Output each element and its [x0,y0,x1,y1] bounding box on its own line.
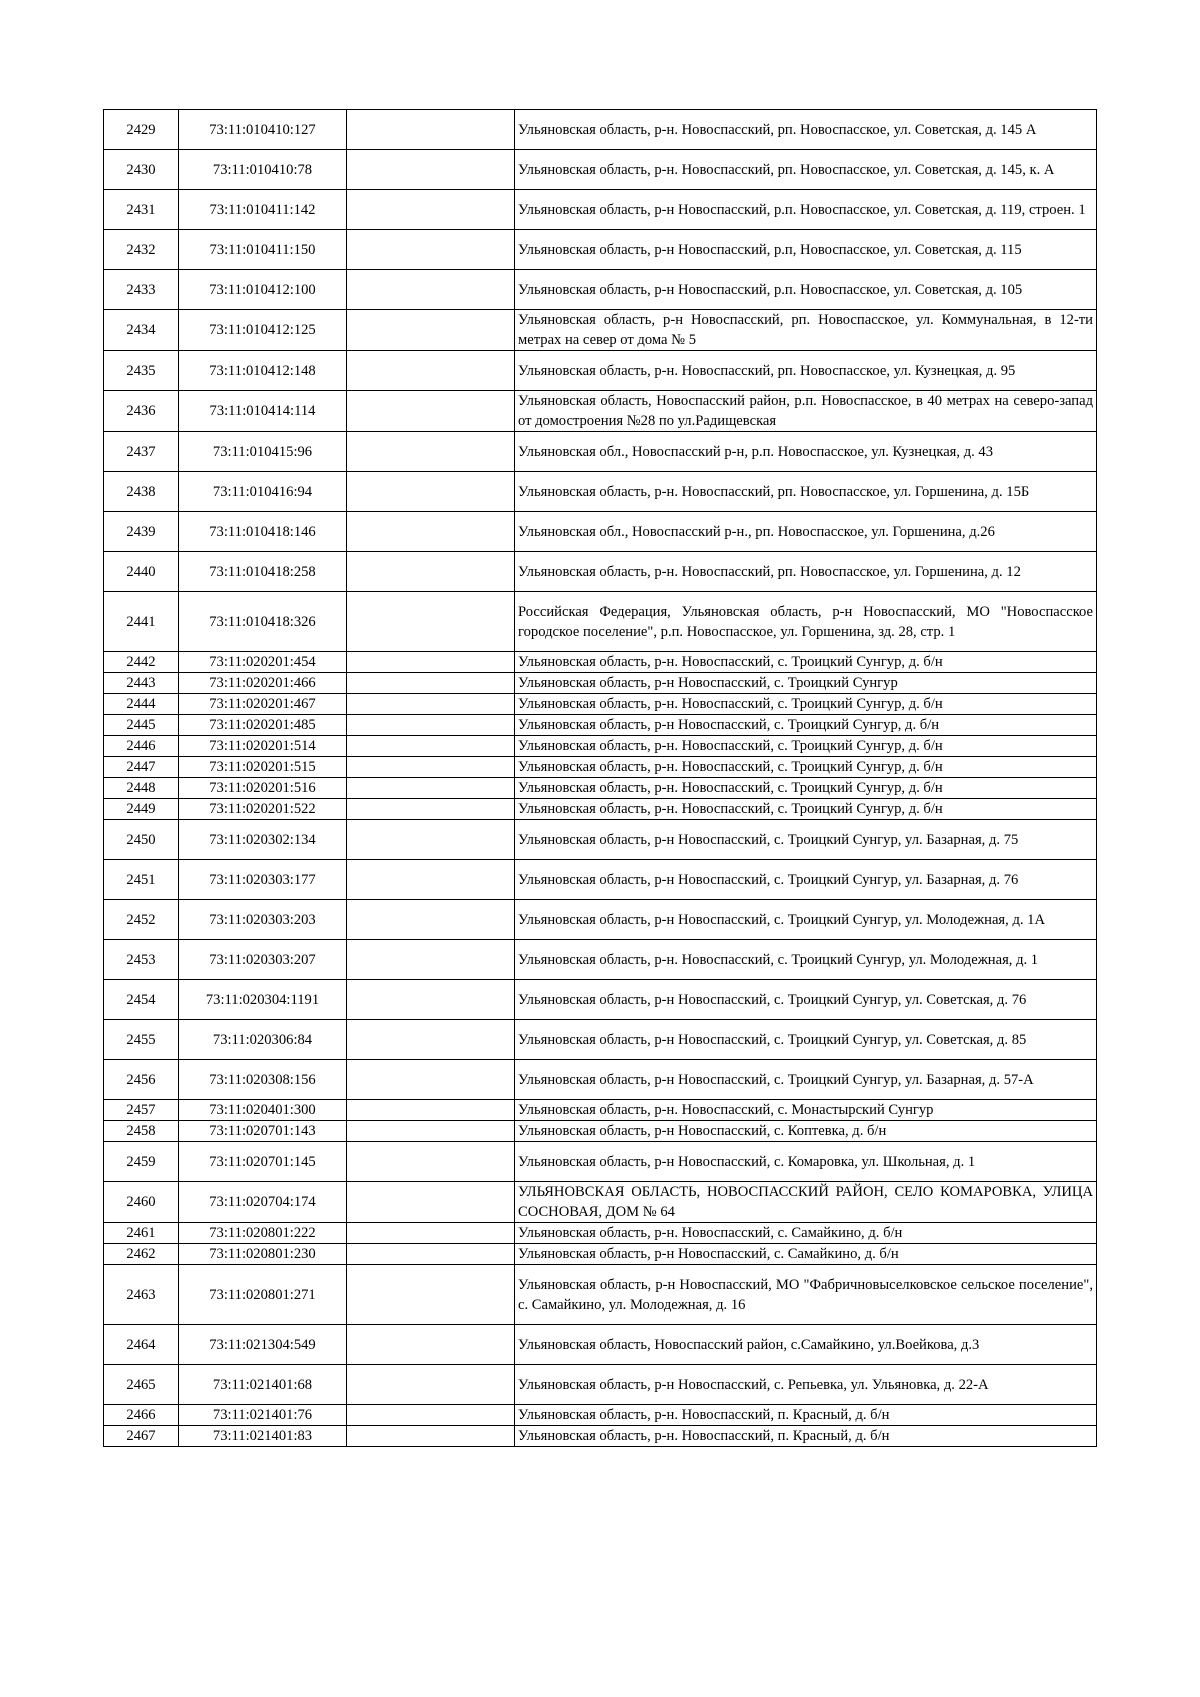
address-cell: Ульяновская область, р-н. Новоспасский, с. Монастырский Сунгур [515,1100,1097,1121]
row-number: 2436 [104,391,179,432]
row-number: 2441 [104,592,179,652]
table-row [104,1325,1097,1365]
cadastral-number: 73:11:021401:76 [179,1405,347,1426]
table-row [104,552,1097,592]
row-number: 2437 [104,432,179,472]
table-row [104,1121,1097,1142]
address-cell: Ульяновская область, р-н. Новоспасский, рп. Новоспасское, ул. Горшенина, д. 12 [515,552,1097,592]
address-cell: Ульяновская область, р-н Новоспасский, с. Троицкий Сунгур, д. б/н [515,715,1097,736]
table-row [104,736,1097,757]
row-number: 2465 [104,1365,179,1405]
address-cell: Ульяновская область, р-н Новоспасский, с. Самайкино, д. б/н [515,1244,1097,1265]
empty-cell [347,1365,515,1405]
address-cell: Ульяновская область, р-н Новоспасский, р.п. Новоспасское, ул. Советская, д. 119, строен. 1 [515,190,1097,230]
empty-cell [347,736,515,757]
row-number: 2450 [104,820,179,860]
row-number: 2449 [104,799,179,820]
empty-cell [347,1020,515,1060]
table-row [104,110,1097,150]
row-number: 2462 [104,1244,179,1265]
cadastral-number: 73:11:020801:230 [179,1244,347,1265]
row-number: 2443 [104,673,179,694]
table-row [104,715,1097,736]
row-number: 2461 [104,1223,179,1244]
empty-cell [347,860,515,900]
row-number: 2435 [104,351,179,391]
table-row [104,652,1097,673]
empty-cell [347,270,515,310]
empty-cell [347,900,515,940]
row-number: 2439 [104,512,179,552]
row-number: 2460 [104,1182,179,1223]
table-row [104,512,1097,552]
table-row [104,432,1097,472]
table-row [104,900,1097,940]
empty-cell [347,230,515,270]
table-row [104,1265,1097,1325]
cadastral-number: 73:11:020801:271 [179,1265,347,1325]
cadastral-number: 73:11:010412:125 [179,310,347,351]
cadastral-number: 73:11:020302:134 [179,820,347,860]
table-row [104,1365,1097,1405]
table-row [104,820,1097,860]
empty-cell [347,150,515,190]
row-number: 2454 [104,980,179,1020]
empty-cell [347,673,515,694]
cadastral-number: 73:11:020201:466 [179,673,347,694]
empty-cell [347,1142,515,1182]
address-cell: Ульяновская область, р-н Новоспасский, рп. Новоспасское, ул. Коммунальная, в 12-ти метрах на север от дома № 5 [515,310,1097,351]
table-row [104,351,1097,391]
empty-cell [347,190,515,230]
table-row [104,778,1097,799]
row-number: 2431 [104,190,179,230]
cadastral-number: 73:11:020201:467 [179,694,347,715]
row-number: 2433 [104,270,179,310]
empty-cell [347,820,515,860]
table-row [104,799,1097,820]
row-number: 2456 [104,1060,179,1100]
address-cell: Ульяновская область, р-н Новоспасский, с. Троицкий Сунгур [515,673,1097,694]
address-cell: Ульяновская область, р-н. Новоспасский, рп. Новоспасское, ул. Кузнецкая, д. 95 [515,351,1097,391]
cadastral-number: 73:11:010411:142 [179,190,347,230]
row-number: 2457 [104,1100,179,1121]
row-number: 2430 [104,150,179,190]
empty-cell [347,940,515,980]
empty-cell [347,1060,515,1100]
empty-cell [347,391,515,432]
cadastral-number: 73:11:020304:1191 [179,980,347,1020]
cadastral-number: 73:11:010410:78 [179,150,347,190]
cadastral-number: 73:11:020701:145 [179,1142,347,1182]
table-row [104,940,1097,980]
row-number: 2448 [104,778,179,799]
table-row [104,673,1097,694]
empty-cell [347,694,515,715]
cadastral-number: 73:11:020201:515 [179,757,347,778]
row-number: 2463 [104,1265,179,1325]
property-registry-table [103,109,1097,1447]
empty-cell [347,1223,515,1244]
address-cell: Ульяновская область, р-н Новоспасский, с. Троицкий Сунгур, ул. Базарная, д. 75 [515,820,1097,860]
table-row [104,270,1097,310]
empty-cell [347,1265,515,1325]
table-row [104,860,1097,900]
cadastral-number: 73:11:010418:326 [179,592,347,652]
empty-cell [347,512,515,552]
empty-cell [347,1325,515,1365]
empty-cell [347,1244,515,1265]
empty-cell [347,110,515,150]
empty-cell [347,980,515,1020]
cadastral-number: 73:11:010414:114 [179,391,347,432]
row-number: 2459 [104,1142,179,1182]
cadastral-number: 73:11:020201:516 [179,778,347,799]
address-cell: Ульяновская область, р-н. Новоспасский, п. Красный, д. б/н [515,1405,1097,1426]
table-row [104,1223,1097,1244]
address-cell: Ульяновская область, р-н. Новоспасский, рп. Новоспасское, ул. Советская, д. 145 А [515,110,1097,150]
cadastral-number: 73:11:021304:549 [179,1325,347,1365]
row-number: 2440 [104,552,179,592]
address-cell: Ульяновская область, р-н Новоспасский, р.п. Новоспасское, ул. Советская, д. 105 [515,270,1097,310]
cadastral-number: 73:11:020303:207 [179,940,347,980]
table-row [104,472,1097,512]
row-number: 2466 [104,1405,179,1426]
address-cell: Ульяновская область, Новоспасский район, с.Самайкино, ул.Воейкова, д.3 [515,1325,1097,1365]
empty-cell [347,1121,515,1142]
address-cell: Ульяновская область, р-н. Новоспасский, с. Троицкий Сунгур, ул. Молодежная, д. 1 [515,940,1097,980]
table-row [104,310,1097,351]
cadastral-number: 73:11:020701:143 [179,1121,347,1142]
row-number: 2444 [104,694,179,715]
address-cell: Ульяновская область, р-н Новоспасский, с. Троицкий Сунгур, ул. Базарная, д. 76 [515,860,1097,900]
empty-cell [347,351,515,391]
table-row [104,592,1097,652]
address-cell: Ульяновская область, р-н. Новоспасский, рп. Новоспасское, ул. Советская, д. 145, к. А [515,150,1097,190]
row-number: 2453 [104,940,179,980]
cadastral-number: 73:11:010412:148 [179,351,347,391]
row-number: 2464 [104,1325,179,1365]
address-cell: Ульяновская область, р-н Новоспасский, с. Коптевка, д. б/н [515,1121,1097,1142]
table-row [104,1100,1097,1121]
address-cell: Ульяновская область, р-н Новоспасский, с. Троицкий Сунгур, ул. Базарная, д. 57-А [515,1060,1097,1100]
table-row [104,1426,1097,1447]
address-cell: Ульяновская область, р-н Новоспасский, с. Репьевка, ул. Ульяновка, д. 22-А [515,1365,1097,1405]
address-cell: Ульяновская область, р-н. Новоспасский, с. Самайкино, д. б/н [515,1223,1097,1244]
cadastral-number: 73:11:020303:177 [179,860,347,900]
cadastral-number: 73:11:020201:485 [179,715,347,736]
cadastral-number: 73:11:010416:94 [179,472,347,512]
row-number: 2455 [104,1020,179,1060]
address-cell: Ульяновская область, р-н. Новоспасский, п. Красный, д. б/н [515,1426,1097,1447]
cadastral-number: 73:11:010418:258 [179,552,347,592]
cadastral-number: 73:11:020306:84 [179,1020,347,1060]
table-row [104,1405,1097,1426]
registry-body [104,110,1097,1447]
address-cell: Ульяновская обл., Новоспасский р-н., рп. Новоспасское, ул. Горшенина, д.26 [515,512,1097,552]
row-number: 2442 [104,652,179,673]
address-cell: Ульяновская область, р-н Новоспасский, с. Троицкий Сунгур, ул. Молодежная, д. 1А [515,900,1097,940]
row-number: 2467 [104,1426,179,1447]
address-cell: Ульяновская область, р-н. Новоспасский, с. Троицкий Сунгур, д. б/н [515,757,1097,778]
empty-cell [347,310,515,351]
empty-cell [347,1405,515,1426]
address-cell: Ульяновская обл., Новоспасский р-н, р.п. Новоспасское, ул. Кузнецкая, д. 43 [515,432,1097,472]
cadastral-number: 73:11:010415:96 [179,432,347,472]
empty-cell [347,799,515,820]
row-number: 2452 [104,900,179,940]
row-number: 2458 [104,1121,179,1142]
empty-cell [347,432,515,472]
row-number: 2446 [104,736,179,757]
table-row [104,230,1097,270]
empty-cell [347,1100,515,1121]
table-row [104,391,1097,432]
table-row [104,1244,1097,1265]
address-cell: Ульяновская область, Новоспасский район, р.п. Новоспасское, в 40 метрах на северо-запад от домостроения №28 по ул.Радищевская [515,391,1097,432]
address-cell: Ульяновская область, р-н Новоспасский, р.п, Новоспасское, ул. Советская, д. 115 [515,230,1097,270]
row-number: 2432 [104,230,179,270]
address-cell: Ульяновская область, р-н. Новоспасский, с. Троицкий Сунгур, д. б/н [515,736,1097,757]
address-cell: Ульяновская область, р-н Новоспасский, с. Троицкий Сунгур, ул. Советская, д. 76 [515,980,1097,1020]
address-cell: Ульяновская область, р-н. Новоспасский, с. Троицкий Сунгур, д. б/н [515,652,1097,673]
cadastral-number: 73:11:010412:100 [179,270,347,310]
address-cell: Ульяновская область, р-н. Новоспасский, с. Троицкий Сунгур, д. б/н [515,778,1097,799]
empty-cell [347,715,515,736]
row-number: 2438 [104,472,179,512]
cadastral-number: 73:11:010410:127 [179,110,347,150]
address-cell: Ульяновская область, р-н Новоспасский, МО "Фабричновыселковское сельское поселение", с. Самайкино, ул. Молодежная, д. 16 [515,1265,1097,1325]
row-number: 2429 [104,110,179,150]
empty-cell [347,472,515,512]
cadastral-number: 73:11:020201:454 [179,652,347,673]
table-row [104,980,1097,1020]
address-cell: Ульяновская область, р-н. Новоспасский, с. Троицкий Сунгур, д. б/н [515,799,1097,820]
address-cell: Российская Федерация, Ульяновская область, р-н Новоспасский, МО "Новоспасское городское поселение", р.п. Новоспасское, ул. Горшенина, зд. 28, стр. 1 [515,592,1097,652]
empty-cell [347,778,515,799]
cadastral-number: 73:11:020201:522 [179,799,347,820]
empty-cell [347,552,515,592]
address-cell: Ульяновская область, р-н Новоспасский, с. Троицкий Сунгур, ул. Советская, д. 85 [515,1020,1097,1060]
address-cell: УЛЬЯНОВСКАЯ ОБЛАСТЬ, НОВОСПАССКИЙ РАЙОН, СЕЛО КОМАРОВКА, УЛИЦА СОСНОВАЯ, ДОМ № 64 [515,1182,1097,1223]
row-number: 2445 [104,715,179,736]
cadastral-number: 73:11:020303:203 [179,900,347,940]
row-number: 2434 [104,310,179,351]
cadastral-number: 73:11:020308:156 [179,1060,347,1100]
table-row [104,1020,1097,1060]
address-cell: Ульяновская область, р-н. Новоспасский, с. Троицкий Сунгур, д. б/н [515,694,1097,715]
cadastral-number: 73:11:021401:83 [179,1426,347,1447]
empty-cell [347,592,515,652]
table-row [104,757,1097,778]
empty-cell [347,757,515,778]
row-number: 2447 [104,757,179,778]
cadastral-number: 73:11:021401:68 [179,1365,347,1405]
table-row [104,1142,1097,1182]
table-row [104,1182,1097,1223]
cadastral-number: 73:11:010411:150 [179,230,347,270]
cadastral-number: 73:11:020801:222 [179,1223,347,1244]
cadastral-number: 73:11:020401:300 [179,1100,347,1121]
address-cell: Ульяновская область, р-н Новоспасский, с. Комаровка, ул. Школьная, д. 1 [515,1142,1097,1182]
table-row [104,150,1097,190]
cadastral-number: 73:11:020704:174 [179,1182,347,1223]
address-cell: Ульяновская область, р-н. Новоспасский, рп. Новоспасское, ул. Горшенина, д. 15Б [515,472,1097,512]
empty-cell [347,1426,515,1447]
table-row [104,1060,1097,1100]
cadastral-number: 73:11:020201:514 [179,736,347,757]
table-row [104,190,1097,230]
row-number: 2451 [104,860,179,900]
empty-cell [347,652,515,673]
table-row [104,694,1097,715]
empty-cell [347,1182,515,1223]
cadastral-number: 73:11:010418:146 [179,512,347,552]
